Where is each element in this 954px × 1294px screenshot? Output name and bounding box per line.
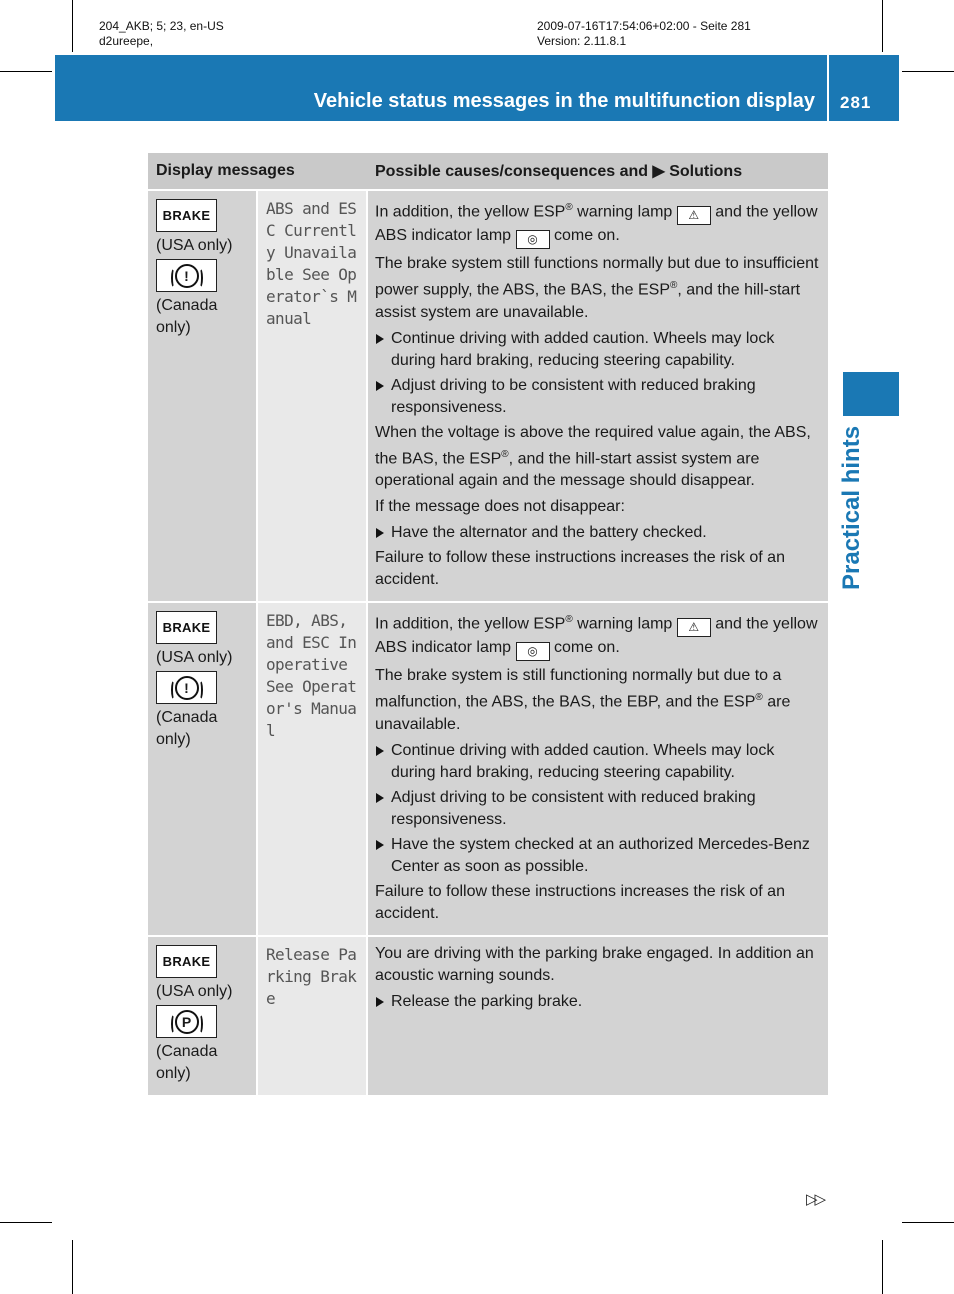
causes-solutions-cell [367,602,828,936]
page-title: Vehicle status messages in the multifunction display [313,90,815,112]
abs-indicator-icon: ◎ [516,230,550,249]
display-icon-cell [148,936,257,1095]
crop-mark [902,71,954,72]
table-row [148,936,828,1095]
continued-arrow-icon: ▷▷ [806,1191,824,1208]
causes-solutions-cell [367,190,828,602]
display-message-text: ABS and ESC Currently Unavailable See Operator`s Manual [257,190,367,602]
paragraph: When the voltage is above the required value again, the ABS, the BAS, the ESP®, and the hill-start assist system are operational again and the message should disappear. [375,423,811,489]
table-header-row [148,153,828,190]
esp-warning-icon: ⚠ [677,206,711,225]
paragraph: The brake system still functions normally but due to insufficient power supply, the ABS, the BAS, the ESP®, and the hill-start assist system are unavailable. [375,255,819,321]
instruction-item: Adjust driving to be consistent with reduced braking responsiveness. [375,375,822,419]
section-tab-marker [843,372,899,416]
section-label: Practical hints [838,425,865,590]
col-display-messages-header: Display messages [148,153,367,190]
canada-only-label: (Canada only) [156,297,218,336]
paragraph: Failure to follow these instructions increases the risk of an accident. [375,548,785,588]
table-row [148,602,828,936]
meta-right-line1: 2009-07-16T17:54:06+02:00 - Seite 281 [537,19,751,33]
crop-mark [72,0,73,52]
esp-warning-icon: ⚠ [677,618,711,637]
instruction-item: Continue driving with added caution. Wheels may lock during hard braking, reducing steering capability. [375,328,822,372]
paragraph: The brake system is still functioning normally but due to a malfunction, the ABS, the BAS, the EBP, and the ESP® are unavailable. [375,667,791,733]
crop-mark [72,1240,73,1294]
brake-warning-icon: BRAKE [156,945,217,978]
print-meta-right [537,19,751,49]
abs-indicator-icon: ◎ [516,642,550,661]
brake-exclamation-icon: ! [156,259,217,292]
crop-mark [882,0,883,52]
causes-solutions-cell [367,936,828,1095]
page-number: 281 [840,93,872,112]
instruction-item: Adjust driving to be consistent with reduced braking responsiveness. [375,787,822,831]
instruction-item: Have the alternator and the battery checked. [375,522,822,544]
crop-mark [0,1222,52,1223]
meta-right-line2: Version: 2.11.8.1 [537,34,627,48]
instruction-item: Continue driving with added caution. Wheels may lock during hard braking, reducing steering capability. [375,740,822,784]
crop-mark [902,1222,954,1223]
brake-exclamation-icon: ! [156,671,217,704]
meta-left-line1: 204_AKB; 5; 23, en-US [99,19,224,33]
paragraph: Failure to follow these instructions increases the risk of an accident. [375,882,785,922]
instruction-item: Have the system checked at an authorized Mercedes-Benz Center as soon as possible. [375,834,822,878]
col-causes-solutions-header: Possible causes/consequences and ▶ Solutions [367,153,828,190]
display-message-text: EBD, ABS, and ESC Inoperative See Operator's Manual [257,602,367,936]
header-divider [827,55,829,121]
usa-only-label: (USA only) [156,982,233,1000]
paragraph: In addition, the yellow ESP® warning lamp ⚠ and the yellow ABS indicator lamp ◎ come on. [375,197,822,249]
usa-only-label: (USA only) [156,648,233,666]
canada-only-label: (Canada only) [156,708,218,748]
instruction-item: Release the parking brake. [375,991,822,1013]
meta-left-line2: d2ureepe, [99,34,154,48]
display-icon-cell [148,602,257,936]
parking-brake-icon: P [156,1005,217,1038]
display-icon-cell [148,190,257,602]
crop-mark [882,1240,883,1294]
usa-only-label: (USA only) [156,237,233,254]
display-message-text: Release Parking Brake [257,936,367,1095]
table-row [148,190,828,602]
paragraph: You are driving with the parking brake engaged. In addition an acoustic warning sounds. [375,944,814,984]
crop-mark [0,71,52,72]
status-message-table [148,153,828,1095]
print-meta-left [99,19,224,49]
brake-warning-icon: BRAKE [156,611,217,644]
canada-only-label: (Canada only) [156,1042,218,1082]
paragraph: In addition, the yellow ESP® warning lamp ⚠ and the yellow ABS indicator lamp ◎ come on. [375,609,822,661]
brake-warning-icon: BRAKE [156,199,217,232]
chapter-header [55,55,899,121]
paragraph: If the message does not disappear: [375,497,625,515]
